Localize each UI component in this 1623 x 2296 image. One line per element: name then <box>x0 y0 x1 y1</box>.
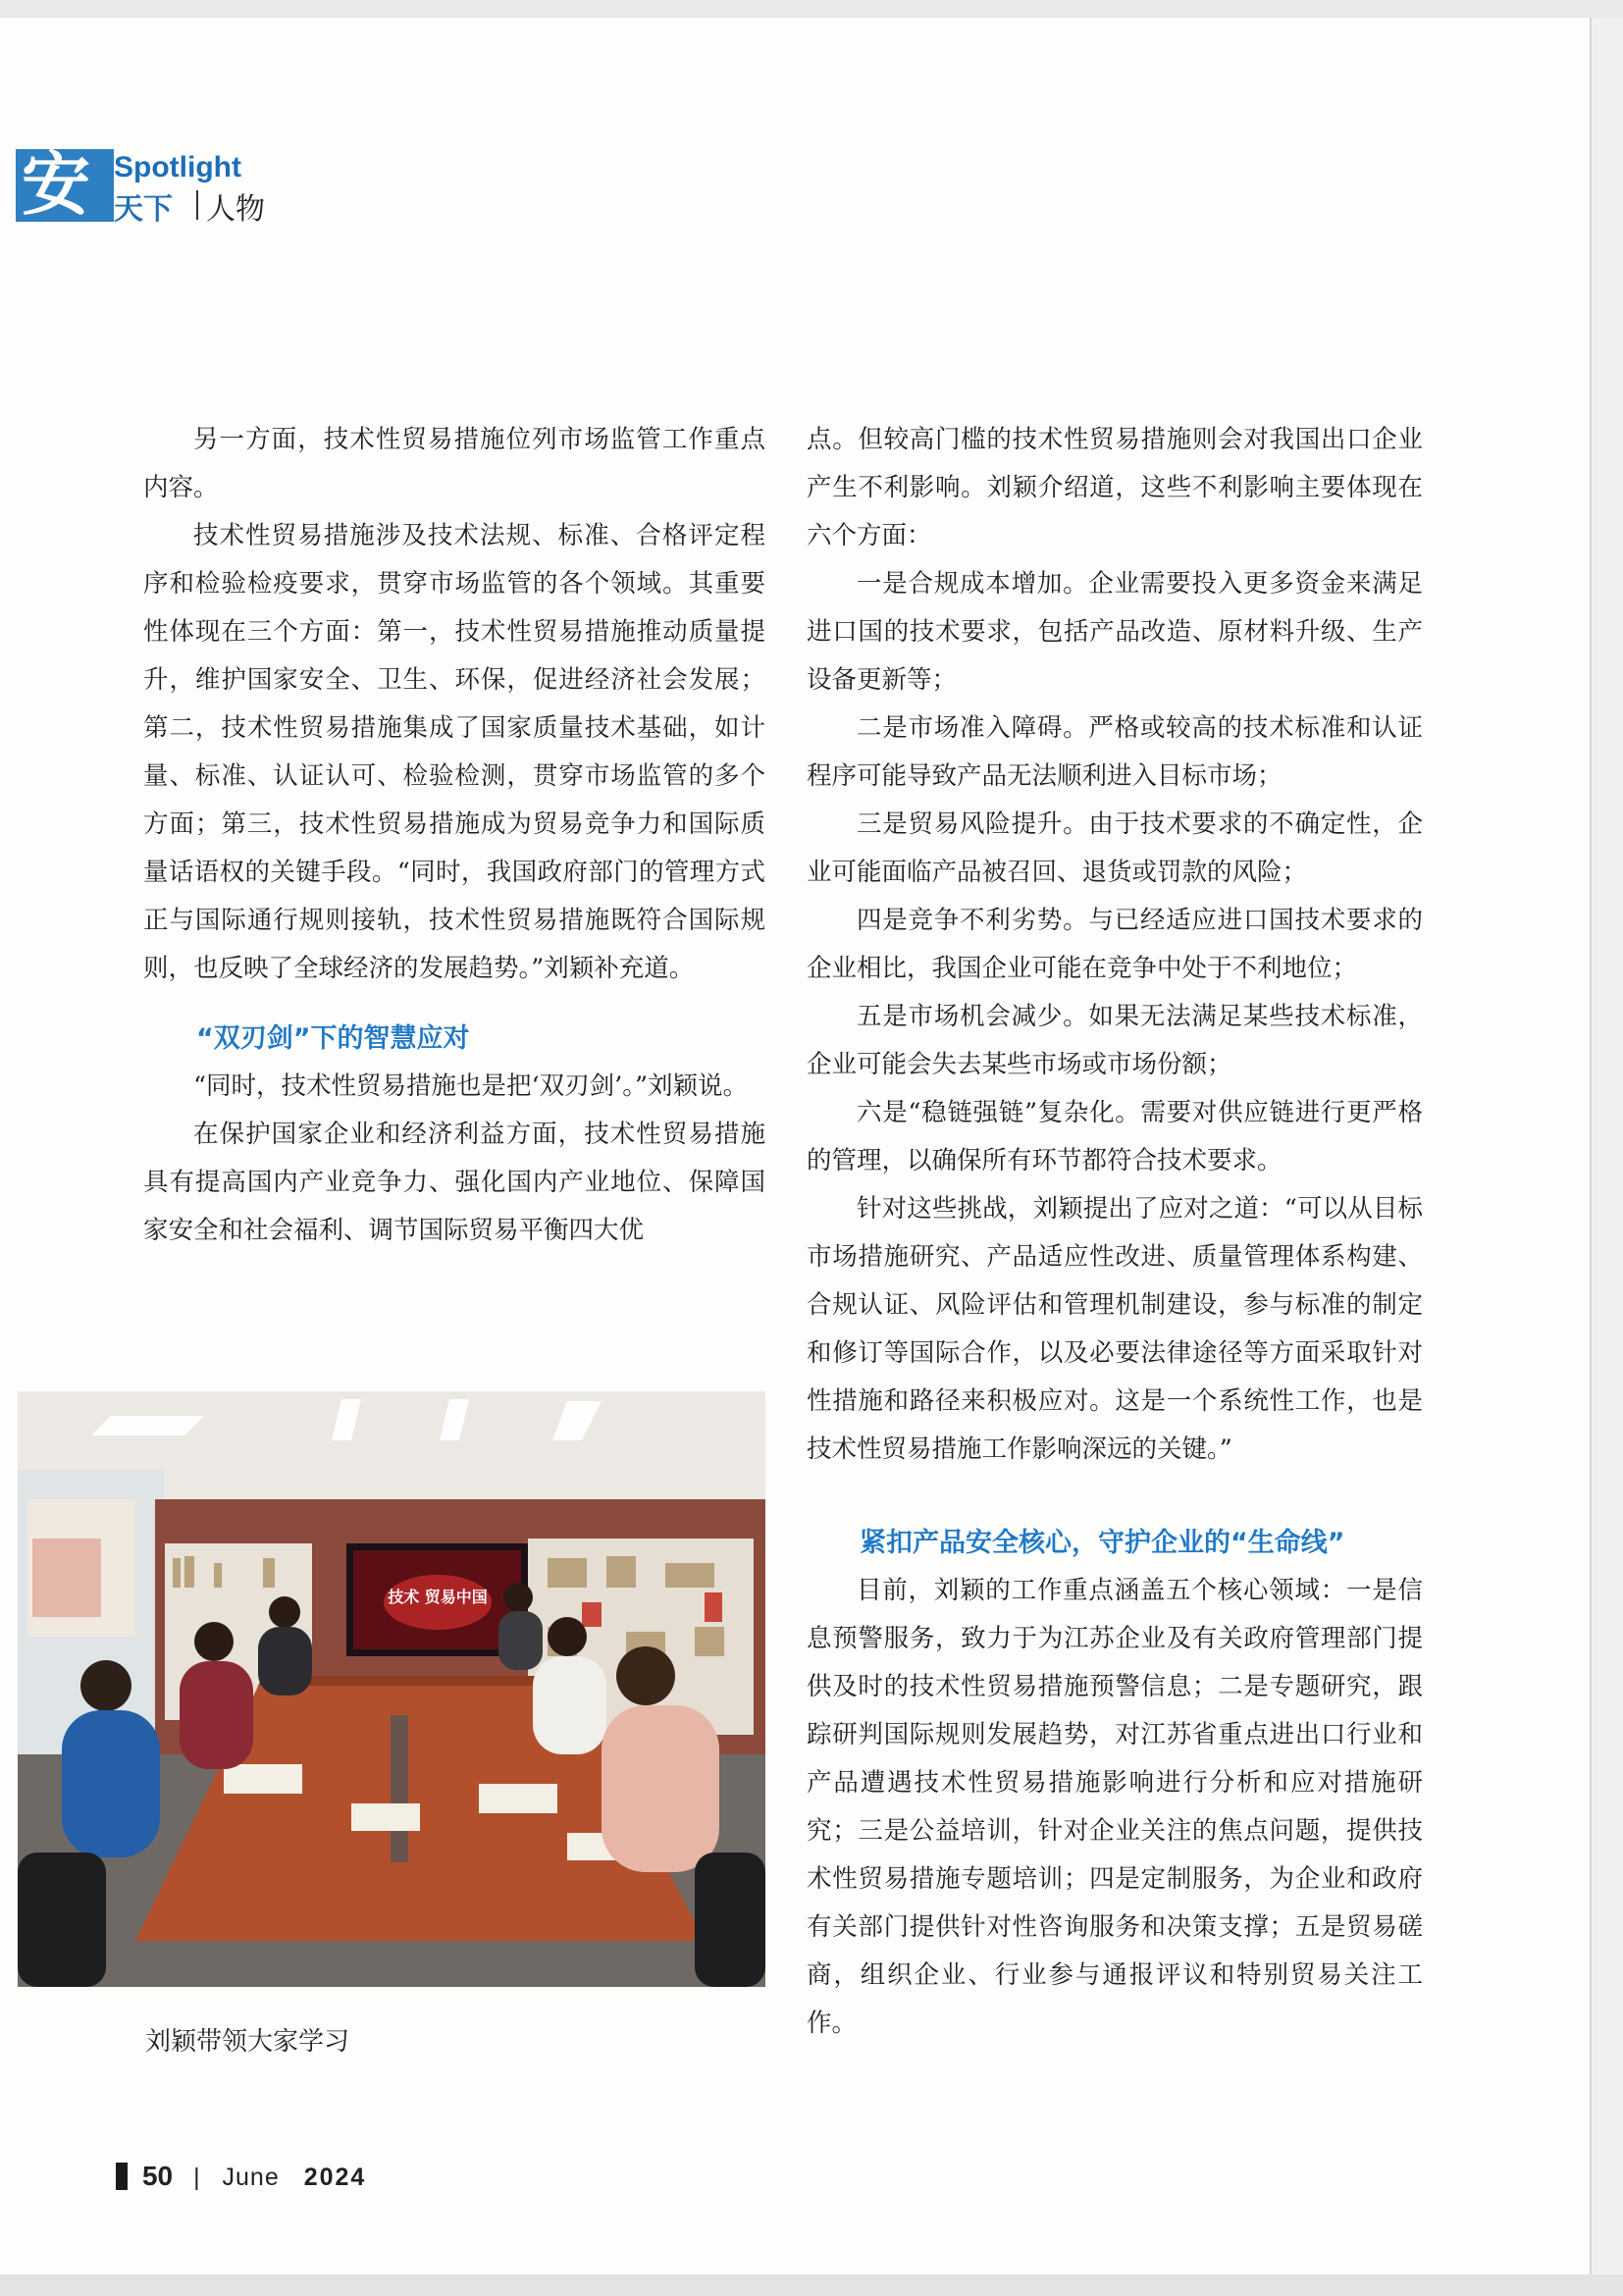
section-heading-product-safety: 紧扣产品安全核心，守护企业的“生命线” <box>860 1528 1345 1558</box>
logo-character: 安 <box>22 143 90 225</box>
list-item: 五是市场机会减少。如果无法满足某些技术标准，企业可能会失去某些市场或市场份额； <box>807 1002 1423 1079</box>
meeting-room-illustration <box>18 1391 765 1987</box>
paragraph: 针对这些挑战，刘颖提出了应对之道：“可以从目标市场措施研究、产品适应性改进、质量管理体系构建、合规认证、风险评估和管理机制建设，参与标准的制定和修订等国际合作，以及必要法律途径等方面采取针对性措施和路径来积极应对。这是一个系统性工作，也是技术性贸易措施工作影响深远的关键。” <box>807 1194 1423 1464</box>
paragraph: 在保护国家企业和经济利益方面，技术性贸易措施具有提高国内产业竞争力、强化国内产业地位、保障国家安全和社会福利、调节国际贸易平衡四大优 <box>143 1120 765 1245</box>
issue-year: 2024 <box>303 2164 367 2191</box>
screen-text: 技术 贸易中国 <box>388 1588 488 1606</box>
magazine-logo <box>16 143 271 227</box>
paragraph: “同时，技术性贸易措施也是把‘双刃剑’。”刘颖说。 <box>193 1071 749 1101</box>
right-column <box>807 416 1423 2048</box>
scan-top-border <box>0 0 1623 18</box>
photo-caption: 刘颖带领大家学习 <box>145 2027 350 2057</box>
page-footer <box>116 2161 366 2192</box>
footer-separator: | <box>193 2164 200 2191</box>
footer-bar-icon <box>116 2163 128 2190</box>
list-item: 一是合规成本增加。企业需要投入更多资金来满足进口国的技术要求，包括产品改造、原材料升级、生产设备更新等； <box>807 569 1423 695</box>
list-item: 四是竞争不利劣势。与已经适应进口国技术要求的企业相比，我国企业可能在竞争中处于不利地位； <box>807 906 1423 983</box>
paragraph-continued: 点。但较高门槛的技术性贸易措施则会对我国出口企业产生不利影响。刘颖介绍道，这些不利影响主要体现在六个方面： <box>807 425 1423 550</box>
logo-spotlight: Spotlight <box>114 151 241 183</box>
meeting-room-photo <box>18 1391 765 1987</box>
list-item: 六是“稳链强链”复杂化。需要对供应链进行更严格的管理，以确保所有环节都符合技术要求。 <box>807 1098 1423 1175</box>
issue-month: June <box>222 2164 280 2191</box>
page-number: 50 <box>141 2161 174 2191</box>
logo-tianxia: 天下 <box>114 192 173 227</box>
paragraph: 目前，刘颖的工作重点涵盖五个核心领域：一是信息预警服务，致力于为江苏企业及有关政府管理部门提供及时的技术性贸易措施预警信息；二是专题研究，跟踪研判国际规则发展趋势，对江苏省重点进出口行业和产品遭遇技术性贸易措施影响进行分析和应对措施研究；三是公益培训，针对企业关注的焦点问题，提供技术性贸易措施专题培训；四是定制服务，为企业和政府有关部门提供针对性咨询服务和决策支撑；五是贸易磋商，组织企业、行业参与通报评议和特别贸易关注工作。 <box>807 1576 1423 2038</box>
logo-separator <box>196 190 198 220</box>
section-label: 人物 <box>206 192 265 227</box>
scan-bottom-border <box>0 2274 1623 2296</box>
paragraph: 技术性贸易措施涉及技术法规、标准、合格评定程序和检验检疫要求，贯穿市场监管的各个领域。其重要性体现在三个方面：第一，技术性贸易措施推动质量提升，维护国家安全、卫生、环保，促进经济社会发展；第二，技术性贸易措施集成了国家质量技术基础，如计量、标准、认证认可、检验检测，贯穿市场监管的多个方面；第三，技术性贸易措施成为贸易竞争力和国际质量话语权的关键手段。“同时，我国政府部门的管理方式正与国际通行规则接轨，技术性贸易措施既符合国际规则，也反映了全球经济的发展趋势。”刘颖补充道。 <box>143 521 765 983</box>
section-heading-double-edged-sword: “双刃剑”下的智慧应对 <box>196 1023 470 1054</box>
paragraph: 另一方面，技术性贸易措施位列市场监管工作重点内容。 <box>143 425 765 502</box>
left-column <box>143 416 765 1255</box>
list-item: 二是市场准入障碍。严格或较高的技术标准和认证程序可能导致产品无法顺利进入目标市场； <box>807 713 1423 791</box>
list-item: 三是贸易风险提升。由于技术要求的不确定性，企业可能面临产品被召回、退货或罚款的风险； <box>807 809 1423 887</box>
scan-right-border <box>1590 18 1623 2296</box>
